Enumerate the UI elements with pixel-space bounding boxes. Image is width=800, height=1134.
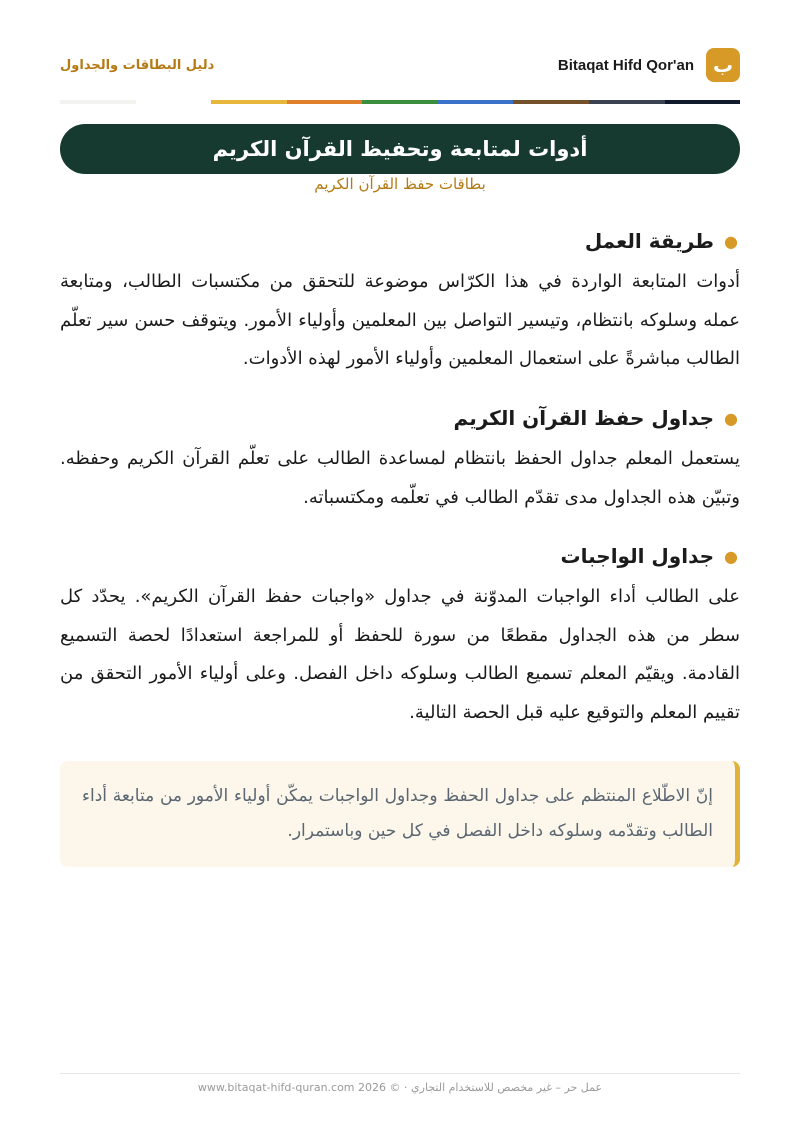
bullet-icon: ●	[724, 408, 738, 428]
section-body: على الطالب أداء الواجبات المدوّنة في جداول «واجبات حفظ القرآن الكريم». يحدّد كل سطر من هذه الجداول مقطعًا من سورة للحفظ أو للمراجعة استعدادًا لحصة التسميع القادمة. ويقيّم المعلم تسميع الطالب وسلوكه داخل الفصل. وعلى أولياء الأمور التحقق من تقييم المعلم والتوقيع عليه قبل الحصة التالية.	[60, 586, 740, 723]
section-body: يستعمل المعلم جداول الحفظ بانتظام لمساعدة الطالب على تعلّم القرآن الكريم وحفظه. وتبيّن هذه الجداول مدى تقدّم الطالب في تعلّمه ومكتسباته.	[60, 448, 740, 508]
footer-divider	[60, 1073, 740, 1074]
brand[interactable]	[558, 48, 740, 82]
section-method	[60, 225, 740, 379]
footer-text: عمل حر – غير مخصص للاستخدام التجاري · © 2026 www.bitaqat-hifd-quran.com	[197, 1081, 603, 1094]
color-stripe-segment	[287, 100, 363, 104]
brand-name: Bitaqat Hifd Qor'an	[557, 56, 694, 74]
page-header	[60, 46, 740, 88]
color-stripe-segment	[60, 100, 136, 104]
bullet-icon: ●	[724, 546, 738, 566]
color-stripe-segment	[513, 100, 589, 104]
page-title: أدوات لمتابعة وتحفيظ القرآن الكريم	[60, 124, 740, 174]
logo-icon: ب	[706, 48, 740, 82]
page-subtitle: بطاقات حفظ القرآن الكريم	[314, 175, 486, 193]
color-stripe	[60, 100, 740, 104]
color-stripe-segment	[136, 100, 212, 104]
note-text: إنّ الاطّلاع المنتظم على جداول الحفظ وجداول الواجبات يمكّن أولياء الأمور من متابعة أداء الطالب وتقدّمه وسلوكه داخل الفصل في كل حين وباستمرار.	[82, 786, 713, 841]
color-stripe-segment	[362, 100, 438, 104]
section-memorization-tables	[60, 402, 740, 517]
section-heading	[60, 225, 740, 257]
section-body: أدوات المتابعة الواردة في هذا الكرّاس موضوعة للتحقق من مكتسبات الطالب، ومتابعة عمله وسلوكه بانتظام، وتيسير التواصل بين المعلمين وأولياء الأمور. ويتوقف حسن سير تعلّم الطالب مباشرةً على استعمال المعلمين وأولياء الأمور لهذه الأدوات.	[60, 271, 740, 369]
section-heading-text: جداول الواجبات	[560, 544, 715, 568]
section-heading-text: جداول حفظ القرآن الكريم	[453, 406, 715, 430]
color-stripe-segment	[438, 100, 514, 104]
section-homework-tables	[60, 540, 740, 732]
color-stripe-segment	[589, 100, 665, 104]
section-heading	[60, 402, 740, 434]
bullet-icon: ●	[724, 231, 738, 251]
section-heading-text: طريقة العمل	[584, 229, 715, 253]
color-stripe-segment	[665, 100, 741, 104]
guide-link[interactable]: دليل البطاقات والجداول	[60, 58, 215, 73]
color-stripe-segment	[211, 100, 287, 104]
section-heading	[60, 540, 740, 572]
note-box	[60, 761, 740, 867]
